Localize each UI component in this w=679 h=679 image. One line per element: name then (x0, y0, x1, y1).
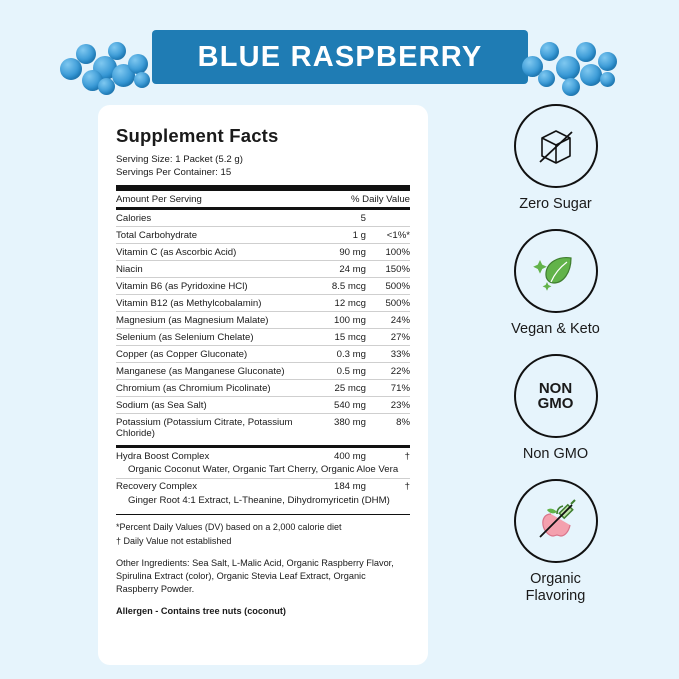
servings-per-container: Servings Per Container: 15 (116, 167, 232, 178)
badge-label: Zero Sugar (519, 196, 592, 212)
table-row: Potassium (Potassium Citrate, Potassium Chloride) 380 mg 8% (116, 414, 410, 442)
blend-ingredients-row (116, 495, 410, 509)
blend-rows (116, 448, 410, 508)
table-row: Calories 5 (116, 212, 366, 224)
footnote-dv: *Percent Daily Values (DV) based on a 2,000 calorie diet (116, 522, 342, 532)
badge-label-line1: Organic (530, 571, 581, 587)
blend-name: Recovery Complex (116, 478, 294, 495)
table-header-row (116, 191, 410, 207)
non-gmo-line1: NON (538, 380, 573, 397)
table-row: Vitamin B12 (as Methylcobalamin) 12 mcg 500% (116, 295, 410, 312)
badge-vegan-keto (468, 229, 643, 338)
divider-thin (116, 514, 410, 515)
table-row: Selenium (as Selenium Chelate) 15 mcg 27% (116, 329, 410, 346)
table-row: Chromium (as Chromium Picolinate) 25 mcg 71% (116, 380, 410, 397)
table-row: Recovery Complex 184 mg † (116, 478, 410, 495)
other-ingredients: Other Ingredients: Sea Salt, L-Malic Acid, Organic Raspberry Flavor, Spirulina Extract (color), Organic Stevia Leaf Extract, Organic Raspberry Powder. (116, 558, 394, 594)
page-title: BLUE RASPBERRY (197, 40, 483, 73)
table-row: Copper (as Copper Gluconate) 0.3 mg 33% (116, 346, 410, 363)
table-row: Sodium (as Sea Salt) 540 mg 23% (116, 397, 410, 414)
badge-zero-sugar (468, 104, 643, 213)
badge-label: Vegan & Keto (511, 321, 600, 337)
table-row: Hydra Boost Complex 400 mg † (116, 448, 410, 464)
table-row: Manganese (as Manganese Gluconate) 0.5 mg 22% (116, 363, 410, 380)
supplement-facts-panel (98, 105, 428, 665)
nutrition-table (116, 191, 410, 207)
table-row: Vitamin B6 (as Pyridoxine HCl) 8.5 mcg 500% (116, 278, 410, 295)
sugar-cube-crossed-icon (514, 104, 598, 188)
badge-organic-flavoring (468, 479, 643, 605)
badge-column (468, 104, 643, 621)
fruit-syringe-crossed-icon (514, 479, 598, 563)
badge-non-gmo (468, 354, 643, 463)
badge-label: Non GMO (522, 446, 589, 462)
serving-size: Serving Size: 1 Packet (5.2 g) (116, 154, 243, 165)
allergen-statement: Allergen - Contains tree nuts (coconut) (116, 606, 286, 616)
col-header-amount: Amount Per Serving (116, 193, 202, 205)
table-row: Vitamin C (as Ascorbic Acid) 90 mg 100% (116, 244, 410, 261)
table-row: Magnesium (as Magnesium Malate) 100 mg 24% (116, 312, 410, 329)
non-gmo-line2: GMO (537, 395, 574, 412)
blend-name: Hydra Boost Complex (116, 450, 210, 462)
flavor-banner (152, 30, 528, 84)
footnote-dagger: † Daily Value not established (116, 535, 232, 546)
supplement-facts-title: Supplement Facts (116, 125, 279, 146)
blend-ingredients: Organic Coconut Water, Organic Tart Cherry, Organic Aloe Vera (128, 464, 399, 475)
badge-label-line2: Flavoring (525, 588, 586, 604)
non-gmo-icon (514, 354, 598, 438)
header-banner (0, 18, 679, 96)
nutrient-rows (116, 210, 410, 441)
leaf-sparkle-icon (514, 229, 598, 313)
blend-ingredients-row (116, 464, 410, 478)
table-row: Total Carbohydrate 1 g <1%* (116, 227, 410, 244)
table-row: Niacin 24 mg 150% (116, 261, 410, 278)
col-header-dv: % Daily Value (350, 193, 410, 205)
blend-ingredients: Ginger Root 4:1 Extract, L-Theanine, Dihydromyricetin (DHM) (128, 494, 390, 506)
